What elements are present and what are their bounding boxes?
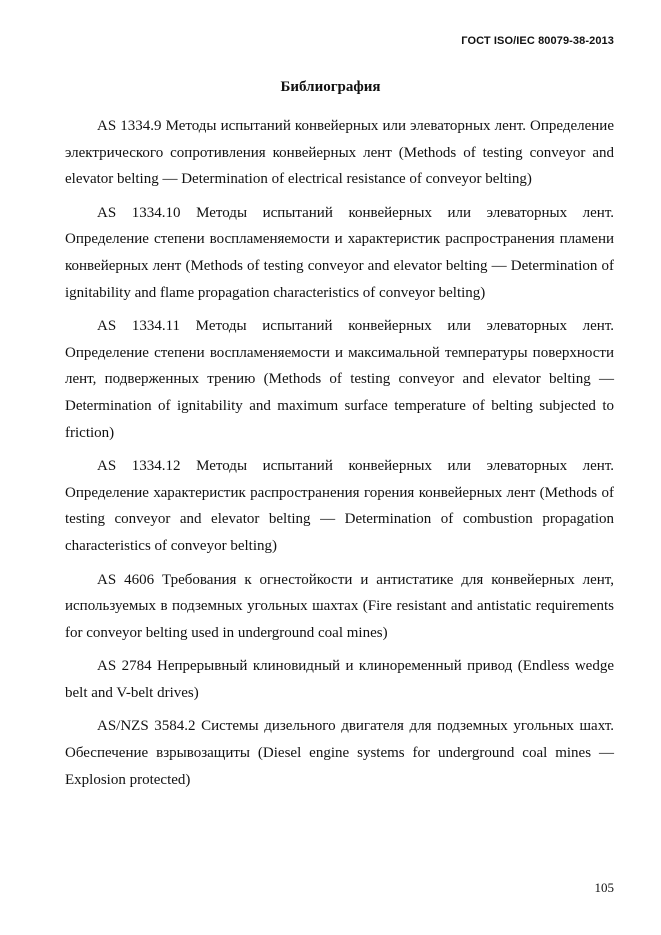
bibliography-entry: AS/NZS 3584.2 Системы дизельного двигателя для подземных угольных шахт. Обеспечение взрывозащиты (Diesel engine systems for underground coal mines — Explosion protected) (65, 718, 614, 788)
bibliography-entry: AS 1334.9 Методы испытаний конвейерных или элеваторных лент. Определение электрического сопротивления конвейерных лент (Methods of testing conveyor and elevator belting — Determination of electrical resistance of conveyor belting) (65, 118, 614, 188)
page-number: 105 (594, 880, 614, 895)
bibliography-list (65, 113, 614, 800)
bibliography-entry: AS 1334.11 Методы испытаний конвейерных или элеваторных лент. Определение степени воспламеняемости и максимальной температуры поверхности лент, подверженных трению (Methods of testing conveyor and elevator belting — Determination of ignitability and maximum surface temperature of belting subjected to friction) (65, 318, 614, 441)
bibliography-entry: AS 1334.10 Методы испытаний конвейерных или элеваторных лент. Определение степени воспламеняемости и характеристик распространения пламени конвейерных лент (Methods of testing conveyor and elevator belting — Determination of ignitability and flame propagation characteristics of conveyor belting) (65, 204, 614, 301)
document-header: ГОСТ ISO/IEC 80079-38-2013 (461, 35, 614, 47)
page-title: Библиография (280, 79, 381, 95)
bibliography-entry: AS 4606 Требования к огнестойкости и антистатике для конвейерных лент, используемых в подземных угольных шахтах (Fire resistant and antistatic requirements for conveyor belting used in underground coal mines) (65, 571, 614, 641)
bibliography-entry: AS 2784 Непрерывный клиновидный и клиноременный привод (Endless wedge belt and V-belt drives) (65, 658, 614, 701)
bibliography-entry: AS 1334.12 Методы испытаний конвейерных или элеваторных лент. Определение характеристик распространения горения конвейерных лент (Methods of testing conveyor and elevator belting — Determination of combustion propagation characteristics of conveyor belting) (65, 458, 614, 554)
